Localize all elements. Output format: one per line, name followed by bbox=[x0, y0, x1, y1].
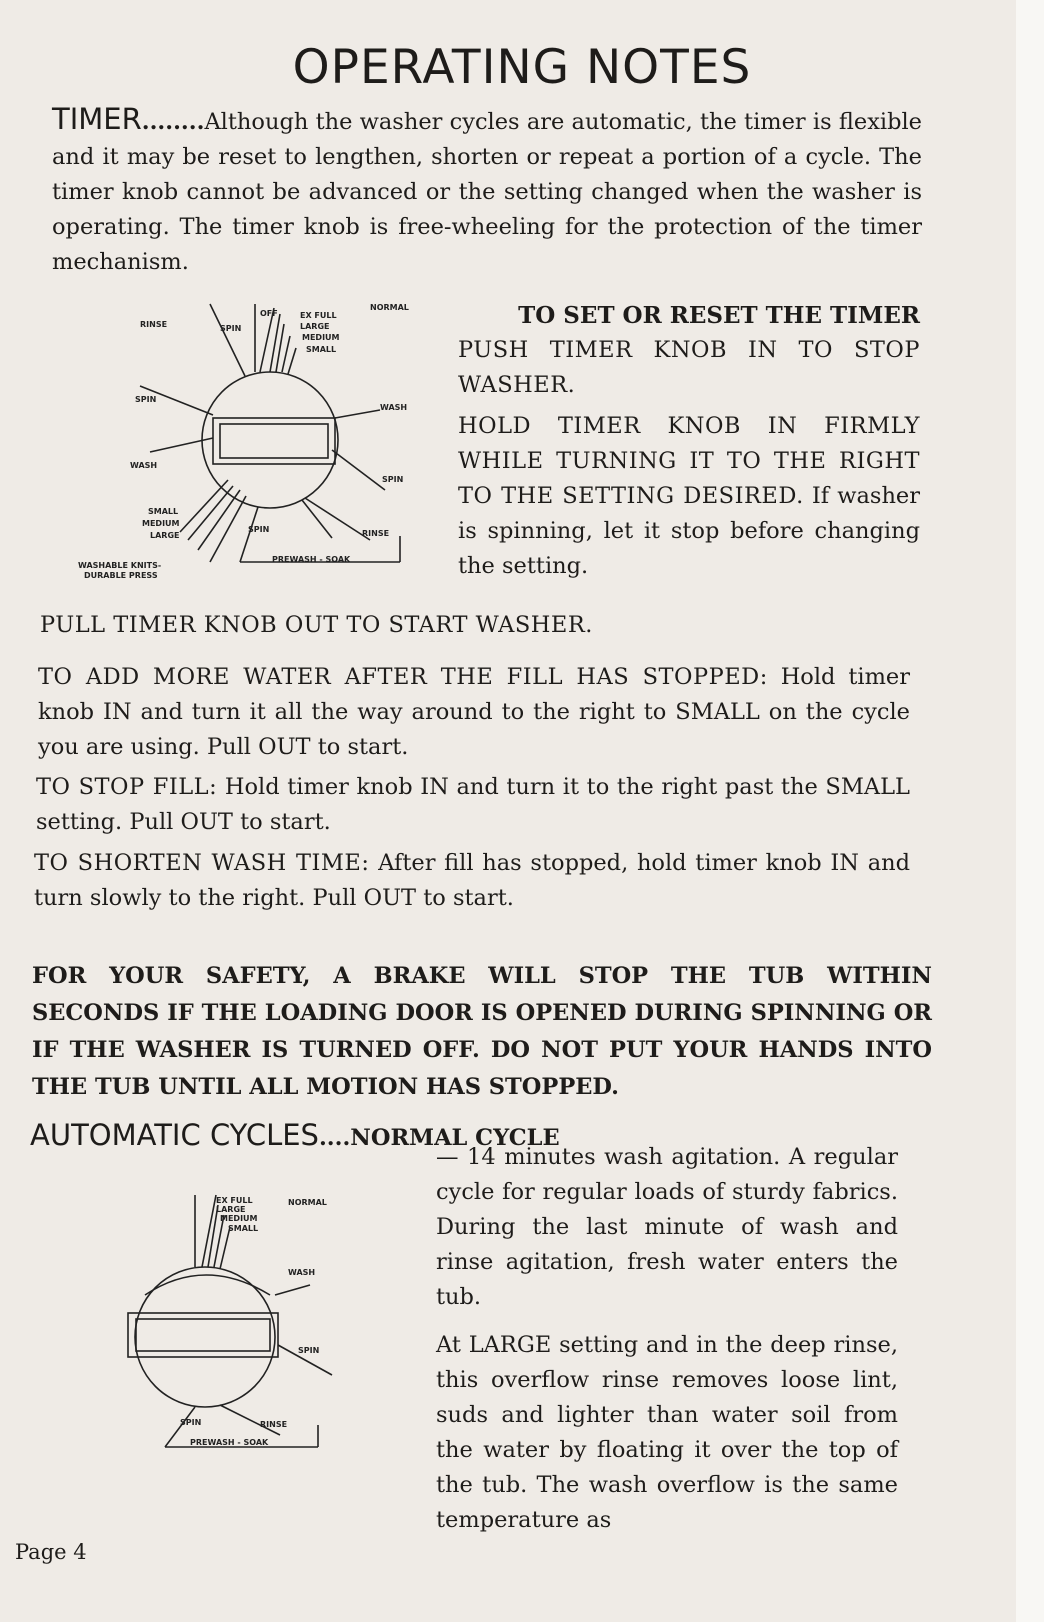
set-reset-step2-tail: If washer is spinning, let it stop before changing the setting. bbox=[458, 483, 920, 579]
timer-intro bbox=[52, 102, 922, 280]
dial1-small2: SMALL bbox=[148, 507, 179, 516]
dial1-wash-right: WASH bbox=[380, 403, 408, 412]
stop-fill-instruction bbox=[36, 770, 910, 840]
dial1-rinse: RINSE bbox=[140, 320, 168, 329]
dial2-spin-right: SPIN bbox=[298, 1346, 320, 1355]
normal-cycle-label: NORMAL CYCLE bbox=[350, 1125, 560, 1151]
dial2-rinse: RINSE bbox=[260, 1420, 288, 1429]
dial1-prewash-soak: PREWASH - SOAK bbox=[272, 555, 351, 564]
set-reset-block bbox=[458, 298, 920, 584]
dial1-medium2: MEDIUM bbox=[142, 519, 180, 528]
timer-heading: TIMER bbox=[52, 102, 142, 136]
dial1-durable-press: DURABLE PRESS bbox=[84, 571, 158, 580]
dial1-spin-right: SPIN bbox=[382, 475, 404, 484]
dial2-medium: MEDIUM bbox=[220, 1214, 258, 1223]
dial1-wash-left: WASH bbox=[130, 461, 158, 470]
stop-fill-text: Hold timer knob IN and turn it to the right past the SMALL setting. Pull OUT to start. bbox=[36, 774, 911, 835]
set-reset-step2-caps: HOLD TIMER KNOB IN FIRMLY WHILE TURNING IT TO THE RIGHT TO THE SETTING DESIRED. bbox=[458, 413, 920, 509]
dial1-rinse-bottom: RINSE bbox=[362, 529, 390, 538]
normal-cycle-dial-diagram bbox=[120, 1196, 430, 1465]
shorten-wash-label: TO SHORTEN WASH TIME: bbox=[34, 850, 370, 876]
dial1-spin-left: SPIN bbox=[135, 395, 157, 404]
page-title: OPERATING NOTES bbox=[292, 40, 752, 95]
automatic-cycles-leader: .... bbox=[318, 1125, 351, 1151]
add-water-text: Hold timer knob IN and turn it all the way around to the right to SMALL on the cycle you are using. Pull OUT to start. bbox=[38, 664, 910, 760]
dial2-prewash-soak: PREWASH - SOAK bbox=[190, 1438, 269, 1447]
stop-fill-label: TO STOP FILL: bbox=[36, 774, 218, 800]
large-setting-text: At LARGE setting and in the deep rinse, this overflow rinse removes loose lint, suds and lighter than water soil from the water by floating it over the top of the tub. The wash overflow is the same temperature as bbox=[436, 1332, 898, 1533]
timer-intro-text: Although the washer cycles are automatic, the timer is flexible and it may be reset to lengthen, shorten or repeat a portion of a cycle. The timer knob cannot be advanced or the setting changed when the washer is operating. The timer knob is free-wheeling for the protection of the timer mechanism. bbox=[52, 109, 922, 275]
dial2-wash: WASH bbox=[288, 1268, 316, 1277]
dial1-medium: MEDIUM bbox=[302, 333, 340, 342]
normal-cycle-text: — 14 minutes wash agitation. A regular cycle for regular loads of sturdy fabrics. During the last minute of wash and rinse agitation, fresh water enters the tub. bbox=[436, 1144, 898, 1310]
dial1-normal: NORMAL bbox=[370, 303, 409, 312]
page-edge bbox=[1016, 0, 1044, 1622]
timer-leader: ........ bbox=[141, 109, 205, 135]
safety-warning: FOR YOUR SAFETY, A BRAKE WILL STOP THE TUB WITHIN SECONDS IF THE LOADING DOOR IS OPENED DURING SPINNING OR IF THE WASHER IS TURNED OFF. DO NOT PUT YOUR HANDS INTO THE TUB UNTIL ALL MOTION HAS STOPPED. bbox=[32, 963, 932, 1100]
set-reset-step2 bbox=[458, 409, 920, 584]
automatic-cycles-heading: AUTOMATIC CYCLES bbox=[30, 1118, 319, 1152]
page-number: Page 4 bbox=[15, 1540, 87, 1564]
dial2-small: SMALL bbox=[228, 1224, 259, 1233]
dial1-spin-top: SPIN bbox=[220, 324, 242, 333]
dial1-large2: LARGE bbox=[150, 531, 180, 540]
add-water-label: TO ADD MORE WATER AFTER THE FILL HAS STOPPED: bbox=[38, 664, 768, 690]
dial1-washable-knits: WASHABLE KNITS- bbox=[78, 561, 162, 570]
set-reset-heading: TO SET OR RESET THE TIMER bbox=[518, 302, 920, 329]
dial1-ex-full: EX FULL bbox=[300, 311, 337, 320]
dial2-normal: NORMAL bbox=[288, 1198, 327, 1207]
dial1-large: LARGE bbox=[300, 322, 330, 331]
timer-dial-diagram bbox=[70, 300, 440, 600]
shorten-wash-instruction bbox=[34, 846, 910, 916]
dial2-large: LARGE bbox=[216, 1205, 246, 1214]
set-reset-step1: PUSH TIMER KNOB IN TO STOP WASHER. bbox=[458, 337, 920, 398]
dial1-small: SMALL bbox=[306, 345, 337, 354]
pull-out-instruction: PULL TIMER KNOB OUT TO START WASHER. bbox=[40, 612, 593, 638]
dial2-spin-bottom: SPIN bbox=[180, 1418, 202, 1427]
dial2-ex-full: EX FULL bbox=[216, 1196, 253, 1205]
shorten-wash-text: After fill has stopped, hold timer knob IN and turn slowly to the right. Pull OUT to start. bbox=[34, 850, 911, 911]
add-water-instruction bbox=[38, 660, 910, 765]
dial1-off: OFF bbox=[260, 309, 278, 318]
dial1-spin-bottom: SPIN bbox=[248, 525, 270, 534]
dial-circle bbox=[202, 372, 338, 508]
